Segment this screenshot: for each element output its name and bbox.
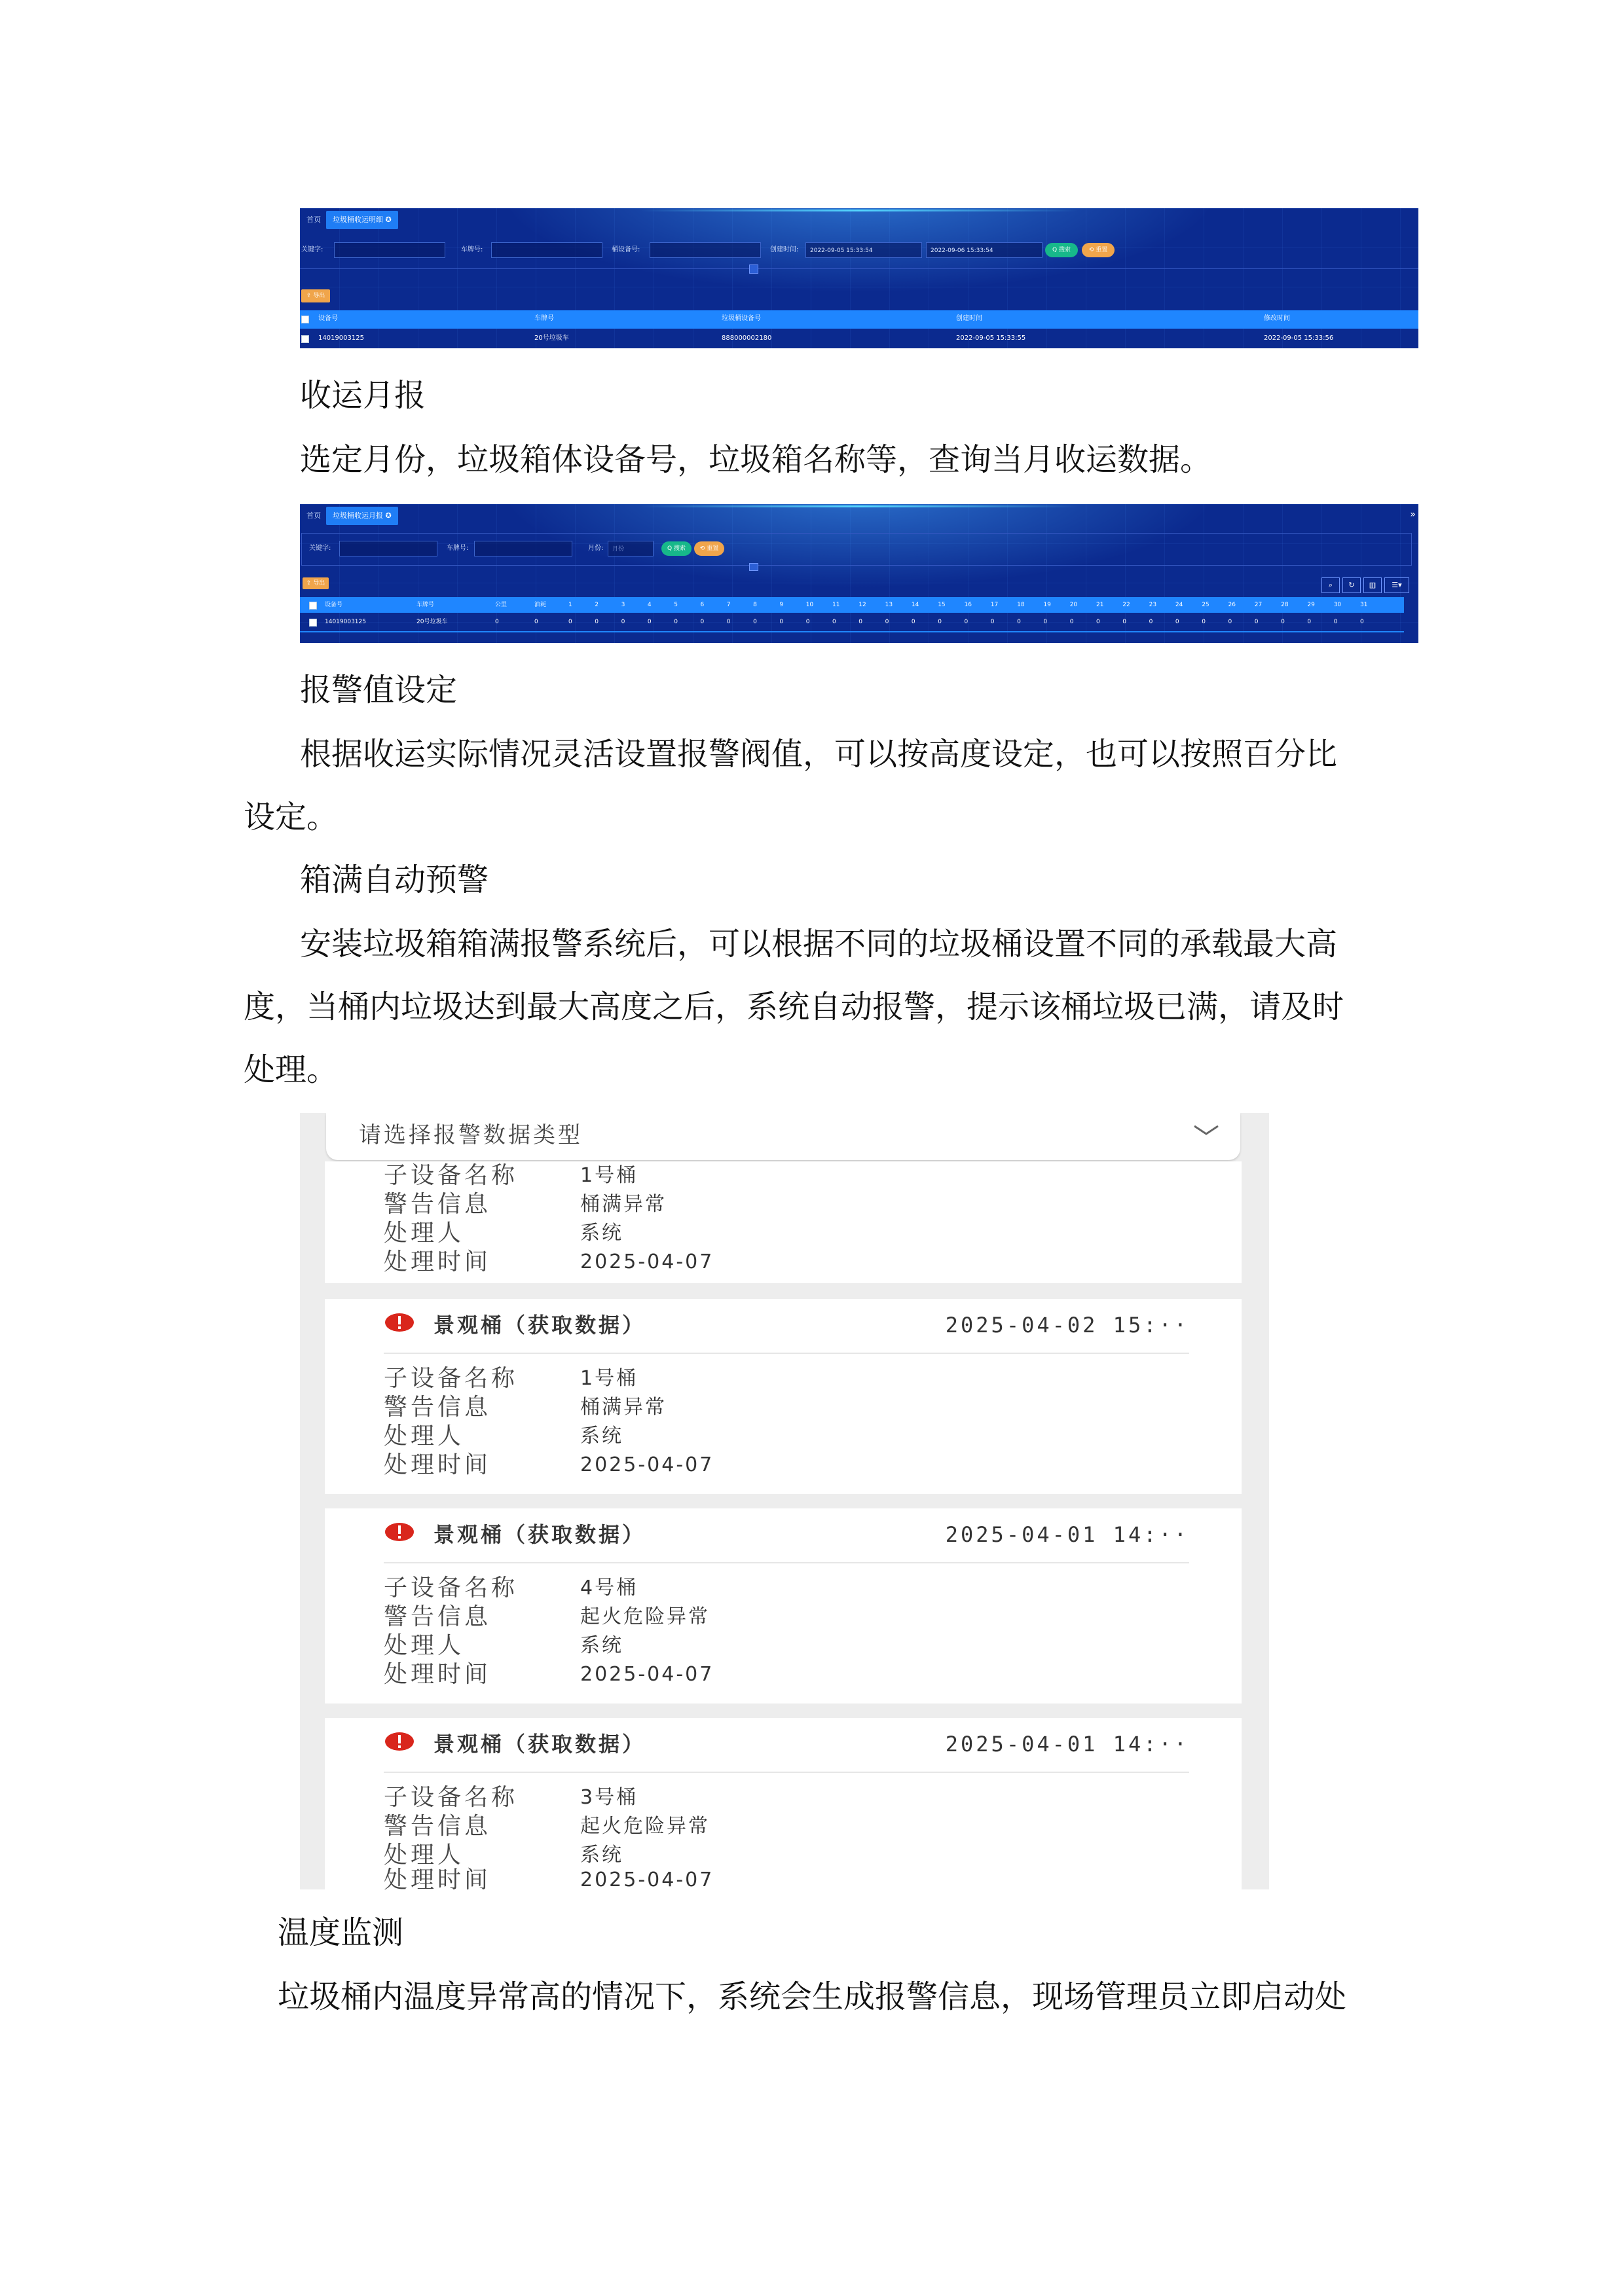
paragraph-line: 度，当桶内垃圾达到最大高度之后，系统自动报警，提示该桶垃圾已满，请及时 xyxy=(244,989,1344,1025)
handle-time-value: 2025-04-07 xyxy=(580,1663,714,1686)
day-col-header[interactable]: 27 xyxy=(1254,602,1263,608)
month-label: 月份: xyxy=(588,545,604,552)
alert-info-label: 警告信息 xyxy=(384,1813,492,1840)
bin-input[interactable] xyxy=(650,242,761,258)
collapse-handle[interactable] xyxy=(749,563,758,571)
col-header[interactable]: 公里 xyxy=(495,602,507,608)
day-col-header[interactable]: 22 xyxy=(1122,602,1130,608)
day-cell: 0 xyxy=(1254,619,1259,625)
day-col-header[interactable]: 19 xyxy=(1043,602,1051,608)
created-time-label: 创建时间: xyxy=(770,246,799,253)
handler-label: 处理人 xyxy=(384,1423,465,1449)
reset-button[interactable]: ⟲ 重置 xyxy=(694,541,724,556)
cell-bin: 888000002180 xyxy=(722,335,772,342)
handler-label: 处理人 xyxy=(384,1632,465,1659)
day-col-header[interactable]: 6 xyxy=(700,602,705,608)
screenshot-collection-detail xyxy=(300,208,1418,348)
start-time-input[interactable]: 2022-09-05 15:33:54 xyxy=(805,242,922,258)
keyword-label: 关键字: xyxy=(309,545,331,552)
table-header xyxy=(300,310,1418,329)
day-cell: 0 xyxy=(885,619,889,625)
day-col-header[interactable]: 12 xyxy=(858,602,866,608)
handle-time-label: 处理时间 xyxy=(384,1248,492,1275)
select-all-checkbox[interactable] xyxy=(301,316,309,323)
day-cell: 0 xyxy=(938,619,942,625)
day-cell: 0 xyxy=(1360,619,1364,625)
day-col-header[interactable]: 23 xyxy=(1149,602,1157,608)
day-col-header[interactable]: 30 xyxy=(1333,602,1342,608)
cell-km: 0 xyxy=(495,619,499,625)
view-menu-icon[interactable]: ☰▾ xyxy=(1384,577,1409,593)
col-header[interactable]: 修改时间 xyxy=(1264,315,1290,322)
keyword-input[interactable] xyxy=(339,541,437,556)
handler-value: 系统 xyxy=(580,1634,623,1657)
day-cell: 0 xyxy=(1175,619,1179,625)
day-col-header[interactable]: 18 xyxy=(1017,602,1025,608)
day-col-header[interactable]: 2 xyxy=(595,602,599,608)
cell-modified: 2022-09-05 15:33:56 xyxy=(1264,335,1334,342)
day-cell: 0 xyxy=(779,619,784,625)
cell-plate: 20号垃圾车 xyxy=(416,619,448,625)
collapse-handle[interactable] xyxy=(749,264,758,274)
alert-time: 2025-04-01 14:·· xyxy=(945,1522,1189,1547)
day-col-header[interactable]: 11 xyxy=(832,602,840,608)
col-header[interactable]: 垃圾桶设备号 xyxy=(722,315,761,322)
day-cell: 0 xyxy=(1228,619,1232,625)
device-name: 景观桶（获取数据） xyxy=(434,1522,646,1547)
day-cell: 0 xyxy=(832,619,836,625)
day-cell: 0 xyxy=(753,619,757,625)
device-name: 景观桶（获取数据） xyxy=(434,1313,646,1338)
alert-type-select[interactable] xyxy=(326,1113,1240,1160)
card-divider xyxy=(384,1562,1189,1563)
expand-icon[interactable]: » xyxy=(1410,509,1416,520)
alert-type-placeholder: 请选择报警数据类型 xyxy=(359,1122,583,1148)
handler-value: 系统 xyxy=(580,1844,623,1867)
alert-info-value: 起火危险异常 xyxy=(580,1815,710,1838)
day-col-header[interactable]: 8 xyxy=(753,602,757,608)
handle-time-value: 2025-04-07 xyxy=(580,1250,714,1273)
sub-device-label: 子设备名称 xyxy=(384,1784,519,1811)
day-cell: 0 xyxy=(1333,619,1338,625)
handler-value: 系统 xyxy=(580,1222,623,1245)
alert-time: 2025-04-02 15:·· xyxy=(945,1313,1189,1338)
section-heading: 报警值设定 xyxy=(300,672,458,708)
handle-time-value: 2025-04-07 xyxy=(580,1453,714,1476)
day-cell: 0 xyxy=(858,619,863,625)
sub-device-label: 子设备名称 xyxy=(384,1162,519,1189)
keyword-label: 关键字: xyxy=(301,246,323,253)
day-col-header[interactable]: 3 xyxy=(621,602,625,608)
row-checkbox[interactable] xyxy=(301,335,309,343)
export-button[interactable]: ⇪ 导出 xyxy=(303,577,329,589)
card-title-row xyxy=(384,1519,1189,1558)
day-col-header[interactable]: 1 xyxy=(568,602,572,608)
sub-device-label: 子设备名称 xyxy=(384,1365,519,1392)
sub-device-value: 3号桶 xyxy=(580,1786,638,1809)
tab-bar xyxy=(300,504,1418,528)
card-title-row xyxy=(384,1309,1189,1349)
card-divider xyxy=(384,1772,1189,1773)
table-row[interactable] xyxy=(300,330,1418,348)
col-header[interactable]: 车牌号 xyxy=(534,315,554,322)
day-cell: 0 xyxy=(568,619,572,625)
alert-info-label: 警告信息 xyxy=(384,1191,492,1218)
paragraph-line: 安装垃圾箱箱满报警系统后，可以根据不同的垃圾桶设置不同的承载最大高 xyxy=(300,926,1338,962)
day-col-header[interactable]: 5 xyxy=(674,602,678,608)
search-icon[interactable]: ⌕ xyxy=(1321,577,1340,593)
day-cell: 0 xyxy=(1149,619,1153,625)
alert-time: 2025-04-01 14:·· xyxy=(945,1732,1189,1757)
select-all-checkbox[interactable] xyxy=(309,602,317,610)
alert-card[interactable] xyxy=(325,1508,1242,1704)
alert-info-value: 起火危险异常 xyxy=(580,1605,710,1628)
day-cell: 0 xyxy=(1202,619,1206,625)
col-header[interactable]: 设备号 xyxy=(318,315,338,322)
handler-value: 系统 xyxy=(580,1425,623,1448)
sub-device-label: 子设备名称 xyxy=(384,1575,519,1601)
search-button[interactable]: Q 搜索 xyxy=(1045,243,1078,257)
tab-home[interactable]: 首页 xyxy=(306,511,321,520)
day-col-header[interactable]: 10 xyxy=(805,602,814,608)
alert-card[interactable] xyxy=(325,1718,1242,1889)
plate-label: 车牌号: xyxy=(461,246,483,253)
screenshot-monthly-report xyxy=(300,504,1418,643)
bin-label: 桶设备号: xyxy=(612,246,640,253)
paragraph-line: 选定月份，垃圾箱体设备号，垃圾箱名称等，查询当月收运数据。 xyxy=(300,441,1212,478)
section-heading: 箱满自动预警 xyxy=(300,862,489,898)
cell-created: 2022-09-05 15:33:55 xyxy=(956,335,1026,342)
day-cell: 0 xyxy=(990,619,995,625)
alert-card[interactable] xyxy=(325,1299,1242,1494)
handle-time-label: 处理时间 xyxy=(384,1451,492,1478)
section-heading: 收运月报 xyxy=(300,377,426,414)
card-divider xyxy=(384,1353,1189,1354)
alert-icon xyxy=(384,1731,415,1752)
table-toolbar xyxy=(1321,577,1409,592)
paragraph-line: 根据收运实际情况灵活设置报警阀值，可以按高度设定，也可以按照百分比 xyxy=(300,736,1338,773)
paragraph-line: 垃圾桶内温度异常高的情况下，系统会生成报警信息，现场管理员立即启动处 xyxy=(278,1978,1347,2015)
tab-home[interactable]: 首页 xyxy=(306,215,321,224)
day-col-header[interactable]: 29 xyxy=(1307,602,1315,608)
cell-plate: 20号垃圾车 xyxy=(534,335,569,342)
search-button[interactable]: Q 搜索 xyxy=(661,541,692,556)
day-cell: 0 xyxy=(700,619,705,625)
plate-label: 车牌号: xyxy=(447,545,469,552)
col-header[interactable]: 车牌号 xyxy=(416,602,435,608)
day-cell: 0 xyxy=(726,619,731,625)
day-col-header[interactable]: 25 xyxy=(1202,602,1209,608)
day-col-header[interactable]: 26 xyxy=(1228,602,1236,608)
col-header[interactable]: 设备号 xyxy=(325,602,343,608)
handler-label: 处理人 xyxy=(384,1842,465,1868)
alert-info-value: 桶满异常 xyxy=(580,1396,667,1419)
reset-button[interactable]: ⟲ 重置 xyxy=(1082,243,1115,257)
card-title-row xyxy=(384,1728,1189,1768)
day-col-header[interactable]: 14 xyxy=(911,602,919,608)
day-col-header[interactable]: 9 xyxy=(779,602,784,608)
day-col-header[interactable]: 31 xyxy=(1360,602,1368,608)
day-col-header[interactable]: 7 xyxy=(726,602,731,608)
plate-input[interactable] xyxy=(491,242,602,258)
day-cell: 0 xyxy=(647,619,652,625)
columns-icon[interactable]: ▥ xyxy=(1363,577,1382,593)
alert-icon xyxy=(384,1522,415,1542)
sub-device-value: 1号桶 xyxy=(580,1367,638,1390)
cell-device: 14019003125 xyxy=(325,619,366,625)
sub-device-value: 4号桶 xyxy=(580,1576,638,1599)
day-col-header[interactable]: 17 xyxy=(990,602,999,608)
phone-alert-list xyxy=(300,1113,1269,1889)
handle-time-value: 2025-04-07 xyxy=(580,1868,714,1889)
refresh-icon[interactable]: ↻ xyxy=(1342,577,1361,593)
month-input[interactable]: 月份 xyxy=(608,541,654,556)
tab-monthly-report[interactable]: 垃圾桶收运月报 ✪ xyxy=(326,507,398,525)
day-col-header[interactable]: 16 xyxy=(964,602,972,608)
day-col-header[interactable]: 15 xyxy=(938,602,946,608)
handle-time-label: 处理时间 xyxy=(384,1661,492,1688)
day-cell: 0 xyxy=(1281,619,1285,625)
day-col-header[interactable]: 13 xyxy=(885,602,893,608)
day-col-header[interactable]: 24 xyxy=(1175,602,1183,608)
sub-device-value: 1号桶 xyxy=(580,1164,638,1187)
scrollbar[interactable] xyxy=(300,631,1404,632)
tab-collection-detail[interactable]: 垃圾桶收运明细 ✪ xyxy=(326,211,398,229)
section-heading: 温度监测 xyxy=(278,1914,404,1951)
day-cell: 0 xyxy=(1043,619,1048,625)
day-cell: 0 xyxy=(964,619,969,625)
tab-bar xyxy=(300,208,1418,232)
chevron-down-icon xyxy=(1192,1122,1221,1138)
day-col-header[interactable]: 4 xyxy=(647,602,652,608)
day-cell: 0 xyxy=(1122,619,1127,625)
cell-fuel: 0 xyxy=(534,619,538,625)
day-col-header[interactable]: 21 xyxy=(1096,602,1104,608)
col-header[interactable]: 油耗 xyxy=(534,602,547,608)
day-col-header[interactable]: 20 xyxy=(1069,602,1078,608)
device-name: 景观桶（获取数据） xyxy=(434,1732,646,1757)
paragraph-line: 处理。 xyxy=(244,1051,339,1088)
alert-info-label: 警告信息 xyxy=(384,1394,492,1421)
day-cell: 0 xyxy=(911,619,915,625)
alert-info-value: 桶满异常 xyxy=(580,1193,667,1216)
end-time-input[interactable]: 2022-09-06 15:33:54 xyxy=(926,242,1043,258)
day-cell: 0 xyxy=(1069,619,1074,625)
day-cell: 0 xyxy=(1017,619,1021,625)
alert-icon xyxy=(384,1312,415,1333)
paragraph-line: 设定。 xyxy=(244,799,339,835)
row-checkbox[interactable] xyxy=(309,619,317,627)
keyword-input[interactable] xyxy=(334,242,445,258)
cell-device: 14019003125 xyxy=(318,335,364,342)
handle-time-label: 处理时间 xyxy=(384,1867,492,1889)
day-cell: 0 xyxy=(674,619,678,625)
alert-card[interactable] xyxy=(325,1161,1242,1283)
day-cell: 0 xyxy=(805,619,810,625)
table-header xyxy=(300,597,1404,613)
export-button[interactable]: ⇪ 导出 xyxy=(301,289,330,302)
plate-input[interactable] xyxy=(474,541,572,556)
divider xyxy=(300,268,1418,269)
col-header[interactable]: 创建时间 xyxy=(956,315,982,322)
handler-label: 处理人 xyxy=(384,1220,465,1247)
day-cell: 0 xyxy=(1307,619,1312,625)
day-col-header[interactable]: 28 xyxy=(1281,602,1289,608)
day-cell: 0 xyxy=(1096,619,1100,625)
day-cell: 0 xyxy=(621,619,625,625)
alert-info-label: 警告信息 xyxy=(384,1603,492,1630)
day-cell: 0 xyxy=(595,619,599,625)
table-row[interactable] xyxy=(300,614,1404,630)
